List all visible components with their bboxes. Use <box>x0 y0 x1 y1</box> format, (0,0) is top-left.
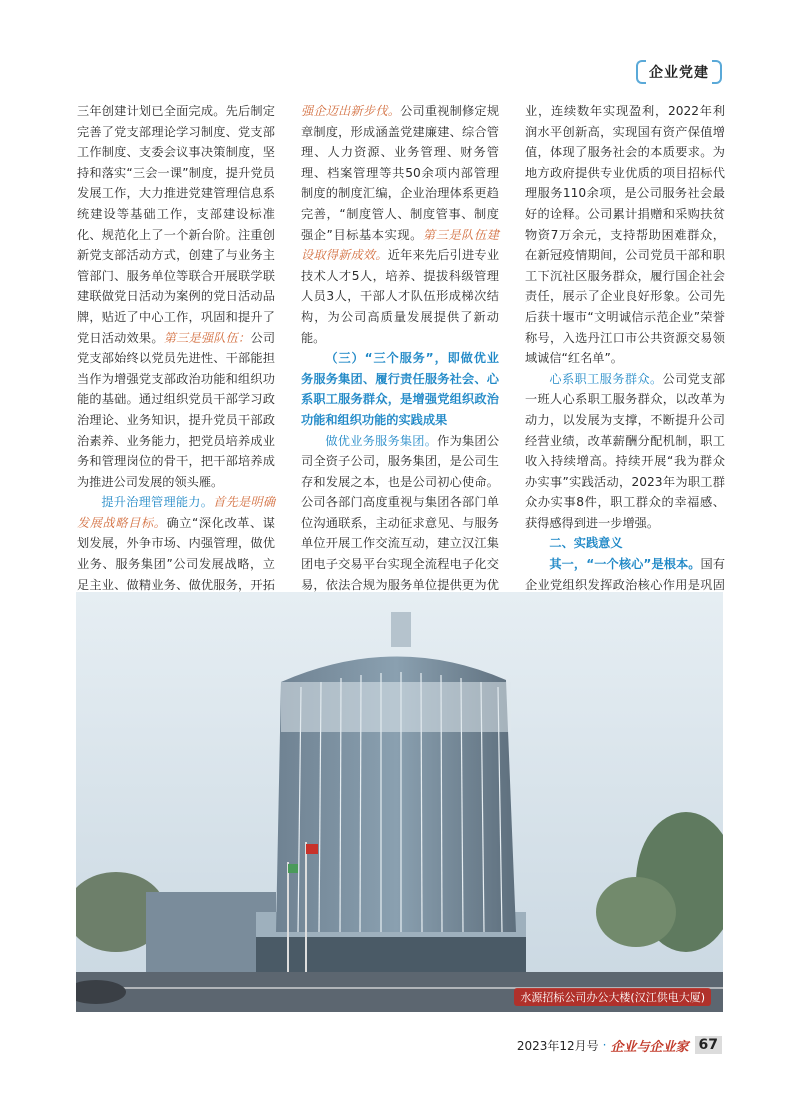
section-tag-label: 企业党建 <box>649 65 709 81</box>
section-heading: 二、实践意义 <box>549 536 623 551</box>
building-photo <box>76 592 723 1012</box>
magazine-name: 企业与企业家 <box>610 1039 689 1055</box>
paragraph: 业，连续数年实现盈利，2022年利润水平创新高，实现国有资产保值增值，体现了服务社会的本质要求。为地方政府提供专业优质的项目招标代理服务110余项，是公司服务社会最好的诠释。公司累计捐赠和采购扶贫物资7万余元，支持帮助困难群众，在新冠疫情期间，公司党员干部和职工下沉社区服务群众，履行国企社会责任，展示了企业良好形象。公司先后获十堰市“文明诚信示范企业”荣誉称号，入选丹江口市公共资源交易领域诚信“红名单”。 <box>525 104 725 366</box>
text-column-2 <box>301 101 499 636</box>
footer-separator: · <box>602 1038 607 1052</box>
text-column-1 <box>77 101 275 636</box>
text-column-3 <box>525 101 725 616</box>
paragraph: 强企迈出新步伐。公司重视制修定规章制度，形成涵盖党建廉建、综合管理、人力资源、业务管理、财务管理、档案管理等共50余项内部管理制度的制度汇编，企业治理体系更趋完善，“制度管人、制度管事、制度强企”目标基本实现。第三是队伍建设取得新成效。近年来先后引进专业技术人才5人，培养、提拔科级管理人员3人，干部人才队伍形成梯次结构，为公司高质量发展提供了新动能。 <box>301 104 500 345</box>
photo-caption: 水源招标公司办公大楼(汉江供电大厦) <box>514 988 711 1006</box>
paragraph: 提升治理管理能力。首先是明确发展战略目标。确立“深化改革、谋划发展，外争市场、内强管理，做优业务、服务集团”公司发展战略，立足主业、做精业务、做优服务，开拓 <box>77 495 276 592</box>
issue-date: 2023年12月号 <box>516 1038 599 1053</box>
page-number: 67 <box>695 1036 722 1054</box>
paragraph: 其一，“一个核心”是根本。国有企业党组织发挥政治核心作用是巩固 <box>525 557 726 592</box>
paragraph: 三年创建计划已全面完成。先后制定完善了党支部理论学习制度、党支部工作制度、支委会议事决策制度，坚持和落实“三会一课”制度，提升党员发展工作，大力推进党建管理信息系统建设等基础工作，支部建设标准化、规范化上了一个新台阶。注重创新党支部活动方式，创建了与业务主管部门、服务单位等联合开展联学联建联做党日活动为案例的党日活动品牌，贴近了中心工作，巩固和提升了党日活动效果。第三是强队伍：公司党支部始终以党员先进性、干部能担当作为增强党支部政治功能和组织功能的基础。通过组织党员干部学习政治理论、业务知识，提升党员干部政治素养、业务能力，把党员培养成业务和管理岗位的骨干，把干部培养成为推进公司发展的领头雁。 <box>77 104 276 489</box>
page-footer <box>470 1034 722 1056</box>
subheading: （三）“三个服务”，即做优业务服务集团、履行责任服务社会、心系职工服务群众，是增强党组织政治功能和组织功能的实践成果 <box>301 351 499 427</box>
paragraph: 做优业务服务集团。作为集团公司全资子公司，服务集团，是公司生存和发展之本，也是公司初心使命。公司各部门高度重视与集团各部门单位沟通联系，主动征求意见、与服务单位开展工作交流互动，建立汉江集团电子交易平台实现全流程电子化交易，依法合规为服务单位提供更为优 <box>301 433 500 592</box>
section-tag <box>636 60 722 84</box>
paragraph: 心系职工服务群众。公司党支部一班人心系职工服务群众，以改革为动力，以发展为支撑，不断提升公司经营业绩，改革薪酬分配机制，职工收入持续增高。持续开展“我为群众办实事”实践活动，2023年为职工群众办实事8件，职工群众的幸福感、获得感得到进一步增强。 <box>525 371 726 530</box>
